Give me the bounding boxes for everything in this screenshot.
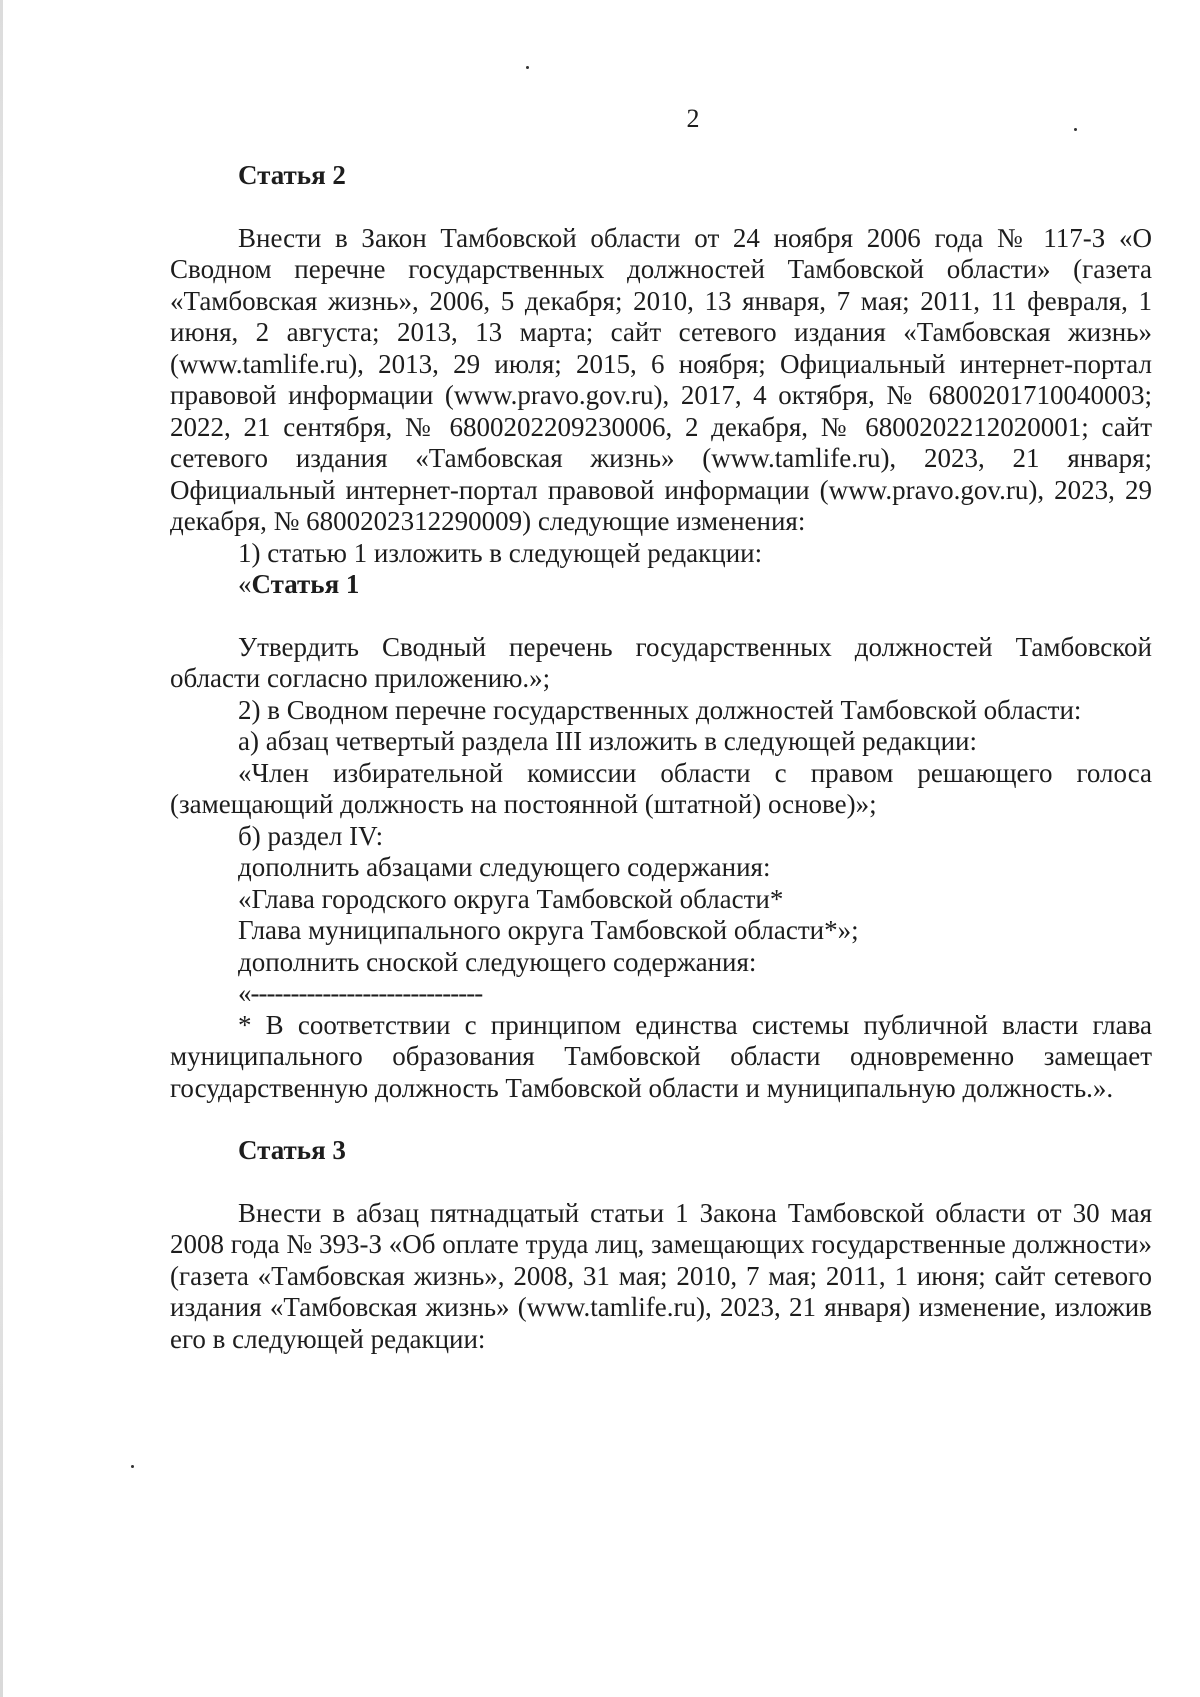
footnote-text: * В соответствии с принципом единства системы публичной власти глава муниципального образования Тамбовской области одновременно замещает государственную должность Тамбовской области и муниципальную должность.». [170,1009,1152,1103]
item-2b-footnote-intro: дополнить сноской следующего содержания: [238,946,757,977]
quoted-article-1-text: Утвердить Сводный перечень государственных должностей Тамбовской области согласно приложению.»; [170,631,1152,693]
item-2b-add: дополнить абзацами следующего содержания: [238,852,771,882]
item-2a-text: «Член избирательной комиссии области с правом решающего голоса (замещающий должность на постоянной (штатной) основе)»; [170,757,1152,819]
page-number: 2 [686,104,700,133]
article-3-intro: Внести в абзац пятнадцатый статьи 1 Закона Тамбовской области от 30 мая 2008 года № 393-З «Об оплате труда лиц, замещающих государственные должности» (газета «Тамбовская жизнь», 2008, 31 мая; 2010, 7 мая; 2011, 1 июня; сайт сетевого издания «Тамбовская жизнь» (www.tamlife.ru), 2023, 21 января) изменение, изложив его в следующей редакции: [170,1197,1152,1354]
quoted-article-1-title: Статья 1 [251,569,360,599]
item-2: 2) в Сводном перечне государственных должностей Тамбовской области: [238,694,1082,725]
article-2-intro: Внести в Закон Тамбовской области от 24 ноября 2006 года № 117-З «О Сводном перечне государственных должностей Тамбовской области» (газета «Тамбовская жизнь», 2006, 5 декабря; 2010, 13 января, 7 мая; 2011, 11 февраля, 1 июня, 2 августа; 2013, 13 марта; сайт сетевого издания «Тамбовская жизнь» (www.tamlife.ru), 2013, 29 июля; 2015, 6 ноября; Официальный интернет-портал правовой информации (www.pravo.gov.ru), 2017, 4 октября, № 6800201710040003; 2022, 21 сентября, № 6800202209230006, 2 декабря, № 6800202212020001; сайт сетевого издания «Тамбовская жизнь» (www.tamlife.ru), 2023, 21 января; Официальный интернет-портал правовой информации (www.pravo.gov.ru), 2023, 29 декабря, № 6800202312290009) следующие изменения: [170,222,1152,536]
footnote-separator: «----------------------------- [238,978,483,1008]
document-body [170,160,1152,1355]
quoted-article-1-heading [170,569,1152,601]
scan-edge [0,0,3,1697]
item-1: 1) статью 1 изложить в следующей редакции: [238,537,763,568]
article-2-heading: Статья 2 [238,160,346,190]
item-2b-line-1: «Глава городского округа Тамбовской области* [238,883,784,914]
item-2a: а) абзац четвертый раздела III изложить в следующей редакции: [238,726,977,756]
quote-open-mark: « [238,569,252,599]
spacer [170,601,1152,632]
item-2b-line-2: Глава муниципального округа Тамбовской области*»; [238,915,859,945]
spacer [170,1104,1152,1135]
scan-speck [131,1465,134,1468]
scan-speck [1074,128,1077,131]
scan-speck [526,66,529,69]
item-2b: б) раздел IV: [238,820,384,851]
article-3-heading: Статья 3 [238,1135,346,1165]
